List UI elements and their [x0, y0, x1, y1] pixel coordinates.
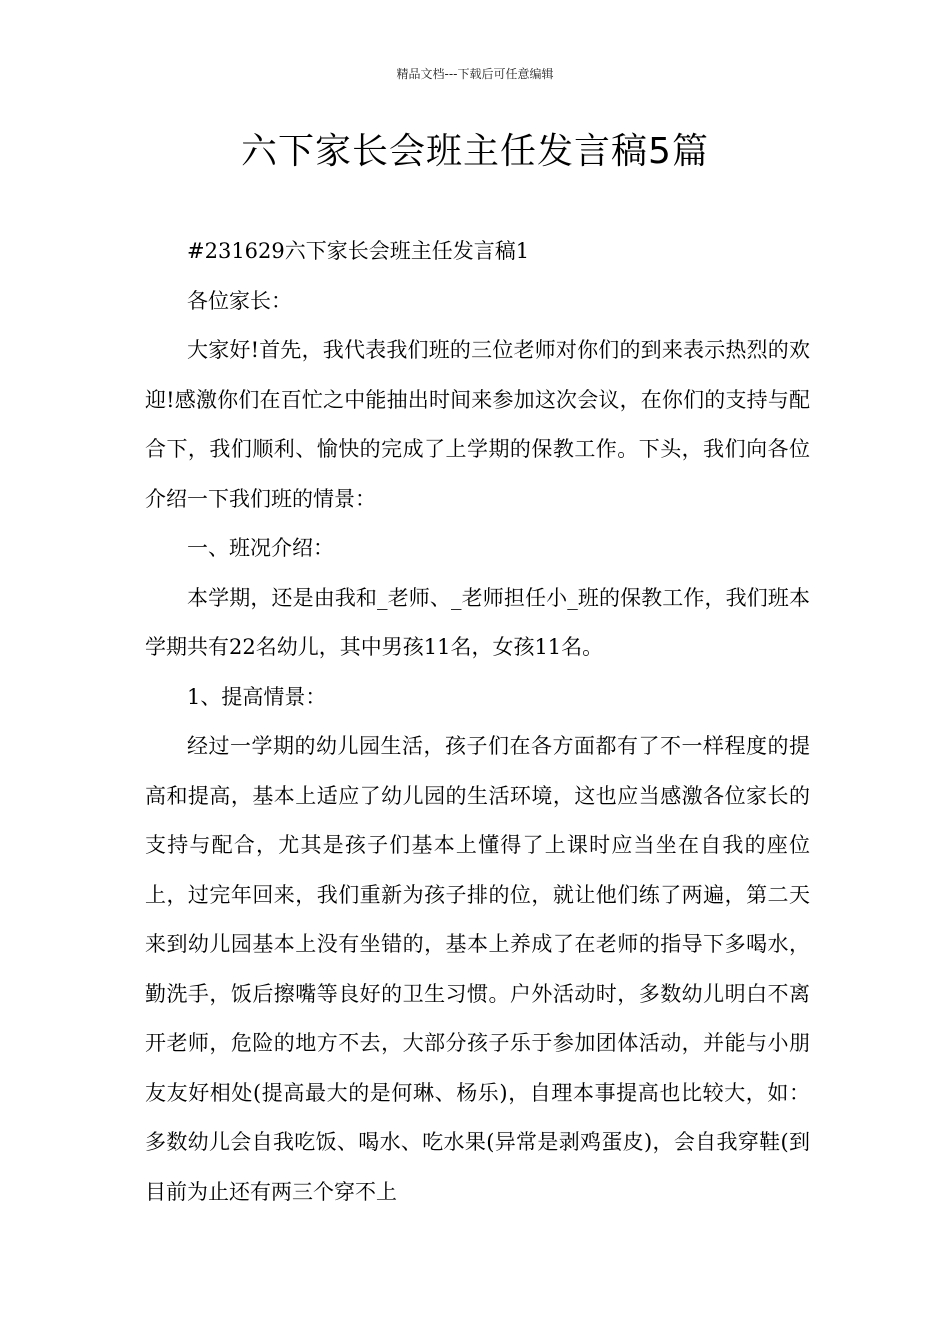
paragraph-heading-1: #231629六下家长会班主任发言稿1	[187, 239, 530, 263]
paragraph-class-info: 本学期，还是由我和_老师、_老师担任小_班的保教工作，我们班本学期共有22名幼儿，其中男孩11名，女孩11名。	[145, 585, 810, 659]
paragraph-subsection-1: 1、提高情景：	[187, 684, 327, 709]
document-body	[145, 227, 810, 1217]
paragraph-salutation: 各位家长：	[187, 288, 292, 313]
document-title: 六下家长会班主任发言稿5篇	[241, 131, 709, 172]
header-note: 精品文档---下载后可任意编辑	[396, 67, 554, 81]
paragraph-section-1: 一、班况介绍：	[187, 536, 334, 560]
paragraph-progress: 经过一学期的幼儿园生活，孩子们在各方面都有了不一样程度的提高和提高，基本上适应了幼儿园的生活环境，这也应当感激各位家长的支持与配合，尤其是孩子们基本上懂得了上课时应当坐在自我的座位上，过完年回来，我们重新为孩子排的位，就让他们练了两遍，第二天来到幼儿园基本上没有坐错的，基本上养成了在老师的指导下多喝水，勤洗手，饭后擦嘴等良好的卫生习惯。户外活动时，多数幼儿明白不离开老师，危险的地方不去，大部分孩子乐于参加团体活动，并能与小朋友友好相处(提高最大的是何琳、杨乐)，自理本事提高也比较大，如：多数幼儿会自我吃饭、喝水、吃水果(异常是剥鸡蛋皮)，会自我穿鞋(到目前为止还有两三个穿不上	[145, 734, 810, 1204]
paragraph-welcome: 大家好!首先，我代表我们班的三位老师对你们的到来表示热烈的欢迎!感激你们在百忙之中能抽出时间来参加这次会议，在你们的支持与配合下，我们顺利、愉快的完成了上学期的保教工作。下头，我们向各位介绍一下我们班的情景：	[145, 338, 810, 511]
